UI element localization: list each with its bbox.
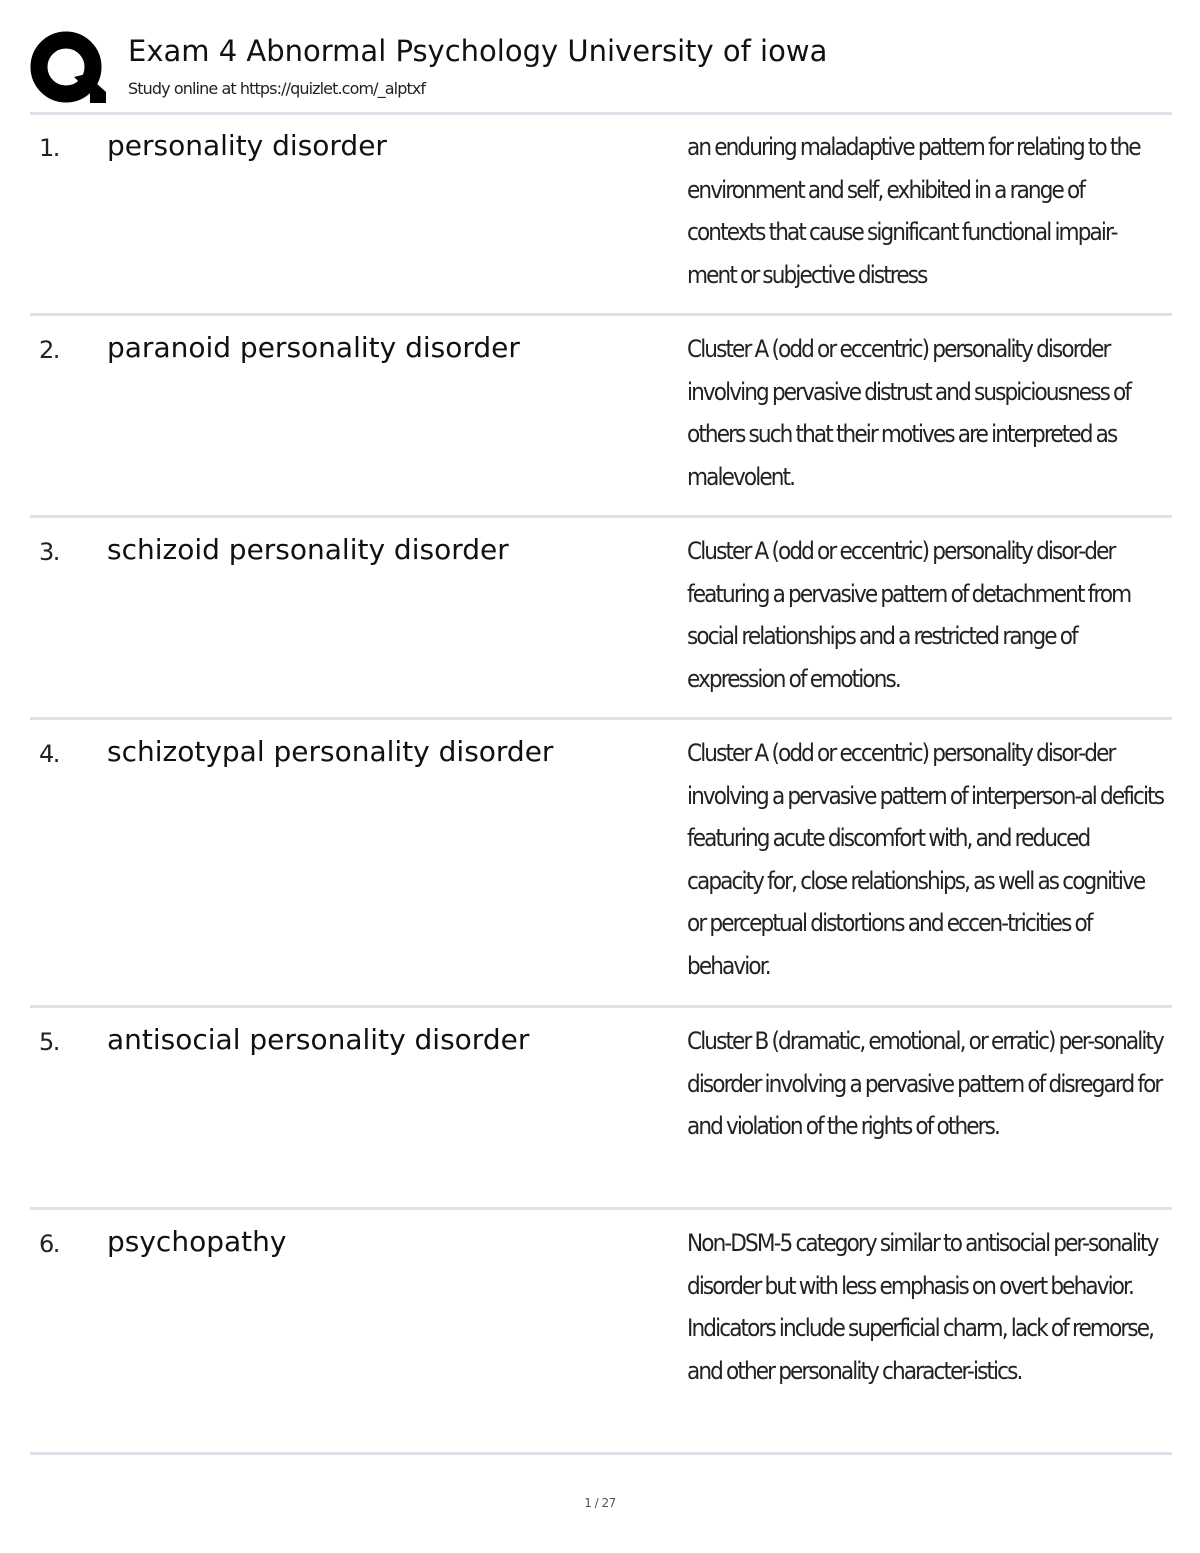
card-definition: Cluster B (dramatic, emotional, or erratic) per-sonality disorder involving a pervasive pattern of disregard for and violation of the rights of others. — [687, 1027, 1163, 1141]
page-indicator: 1 / 27 — [584, 1496, 616, 1510]
flashcard-row — [30, 1008, 1172, 1210]
card-number: 4. — [39, 740, 59, 768]
flashcard-row — [30, 316, 1172, 518]
quizlet-q-logo-icon — [30, 30, 106, 106]
card-number: 1. — [39, 134, 59, 162]
flashcard-list — [30, 114, 1172, 1455]
flashcard-row — [30, 720, 1172, 1008]
card-term: schizoid personality disorder — [107, 533, 509, 566]
card-number: 5. — [39, 1028, 59, 1056]
card-number: 2. — [39, 336, 59, 364]
card-definition: Non-DSM-5 category similar to antisocial per-sonality disorder but with less emphasis on overt behavior. Indicators include superficial charm, lack of remorse, and other personality character-istics. — [687, 1229, 1158, 1385]
flashcard-row — [30, 1210, 1172, 1455]
flashcard-row — [30, 114, 1172, 316]
card-term: paranoid personality disorder — [107, 331, 520, 364]
flashcard-row — [30, 518, 1172, 720]
page-header — [30, 28, 1172, 115]
document-title: Exam 4 Abnormal Psychology University of iowa — [128, 34, 828, 68]
study-online-link-text[interactable]: Study online at https://quizlet.com/_alptxf — [128, 79, 426, 98]
card-definition: Cluster A (odd or eccentric) personality disorder involving pervasive distrust and suspiciousness of others such that their motives are interpreted as malevolent. — [687, 335, 1131, 491]
card-term: psychopathy — [107, 1225, 287, 1258]
card-number: 3. — [39, 538, 59, 566]
card-term: personality disorder — [107, 129, 387, 162]
card-number: 6. — [39, 1230, 59, 1258]
card-term: antisocial personality disorder — [107, 1023, 530, 1056]
card-term: schizotypal personality disorder — [107, 735, 554, 768]
card-definition: Cluster A (odd or eccentric) personality disor-der featuring a pervasive pattern of detachment from social relationships and a restricted range of expression of emotions. — [687, 537, 1131, 693]
card-definition: an enduring maladaptive pattern for relating to the environment and self, exhibited in a range of contexts that cause significant functional impair-ment or subjective distress — [687, 133, 1140, 289]
card-definition: Cluster A (odd or eccentric) personality disor-der involving a pervasive pattern of interperson-al deficits featuring acute discomfort with, and reduced capacity for, close relationships, as well as cognitive or perceptual distortions and eccen-tricities of behavior. — [687, 739, 1164, 980]
